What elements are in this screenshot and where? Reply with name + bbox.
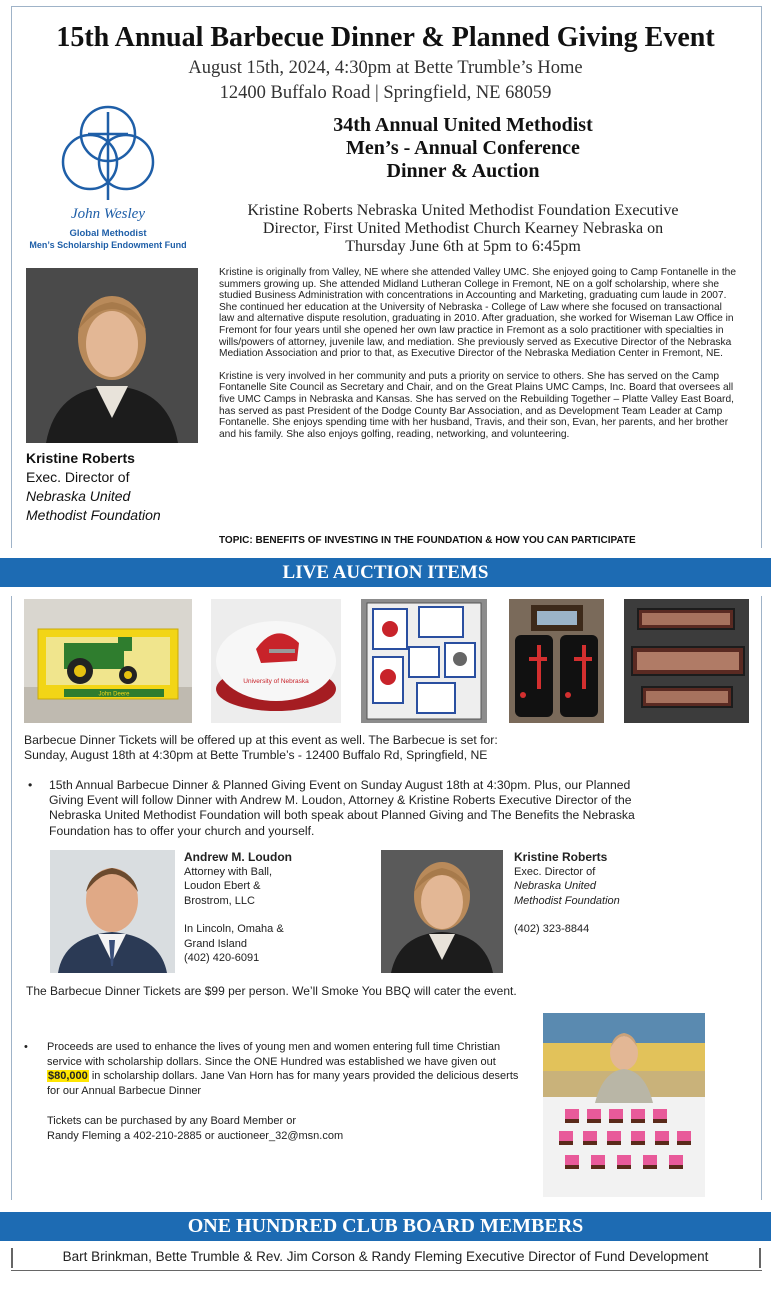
kristine-card-phone: (402) 323-8844 <box>514 923 590 935</box>
bio-paragraph-2: Kristine is very involved in her community and puts a priority on service to others. She has served on the Camp Fontanelle Site Council as Secretary and Chair, and on the Great Plains UMC Camps, Inc. Board that oversees all five UMC Camps in Nebraska and Kansas. She has served on the Rebuilding Together – Platte Valley East Board, has served as past President of the Dodge County Bar Association, and as Development Team Leader at Camp Fontanelle. She enjoys spending time with her husband, Travis, and their son, Evan, her parents, and her brother and his family. She also enjoys golfing, reading, networking, and volunteering. <box>219 370 734 440</box>
conference-title <box>228 114 698 183</box>
kristine-org-line-1: Nebraska United <box>26 488 131 504</box>
tickets-note-line-2: Sunday, August 18th at 4:30pm at Bette Trumble’s - 12400 Buffalo Rd, Springfield, NE <box>24 748 488 762</box>
frame-left-mid <box>11 596 12 1200</box>
kristine-roberts-photo-2 <box>381 850 503 973</box>
auction-item-bible-covers-photo <box>509 599 604 723</box>
proceeds-bullet <box>24 1040 524 1098</box>
page-title: 15th Annual Barbecue Dinner & Planned Giving Event <box>56 22 715 53</box>
proceeds-text <box>47 1040 524 1098</box>
speaker-intro <box>218 202 708 256</box>
andrew-loudon-photo <box>50 850 175 973</box>
tractor-box-text: John Deere <box>98 691 130 698</box>
conference-line-1: 34th Annual United Methodist <box>333 114 593 136</box>
kristine-caption <box>26 449 206 525</box>
kristine-name: Kristine Roberts <box>26 450 135 466</box>
event-bullet <box>28 778 668 839</box>
conference-line-2: Men’s - Annual Conference <box>346 137 580 159</box>
event-address-line: 12400 Buffalo Road | Springfield, NE 68059 <box>219 83 552 103</box>
board-members-banner: ONE HUNDRED CLUB BOARD MEMBERS <box>0 1212 771 1241</box>
andrew-card <box>184 850 364 966</box>
kristine-card <box>514 850 694 937</box>
logo-line-1: Global Methodist <box>69 228 147 239</box>
auction-item-tractor-photo <box>24 599 192 723</box>
logo-line-2: Men’s Scholarship Endowment Fund <box>29 240 187 250</box>
andrew-name: Andrew M. Loudon <box>184 850 292 864</box>
proceeds-before: Proceeds are used to enhance the lives of young men and women entering full time Christian service with scholarship dollars. Since the ONE Hundred was established we have given out <box>47 1041 501 1068</box>
cross-circles-icon <box>28 104 188 204</box>
kristine-roberts-photo <box>26 268 198 443</box>
frame-right-mid <box>761 596 762 1200</box>
andrew-line-3: Brostrom, LLC <box>184 894 255 907</box>
proceeds-after: in scholarship dollars. Jane Van Horn has for many years provided the delicious deserts for our Annual Barbecue Dinner <box>47 1070 519 1097</box>
tickets-note <box>24 733 744 763</box>
speaker-intro-line-1: Kristine Roberts Nebraska United Methodist Foundation Executive <box>247 202 679 219</box>
andrew-line-2: Loudon Ebert & <box>184 880 261 892</box>
purchase-info <box>47 1114 527 1143</box>
kristine-card-line-3: Methodist Foundation <box>514 894 620 907</box>
andrew-phone: (402) 420-6091 <box>184 952 260 964</box>
andrew-line-4: In Lincoln, Omaha & <box>184 923 284 935</box>
frame-bottom <box>11 1270 762 1271</box>
andrew-line-1: Attorney with Ball, <box>184 865 273 878</box>
frame-top <box>11 6 762 7</box>
logo-script-text: John Wesley <box>70 206 145 222</box>
auction-item-pillow-photo <box>211 599 341 723</box>
bullet-icon: • <box>28 778 33 792</box>
purchase-line-1: Tickets can be purchased by any Board Member or <box>47 1115 297 1127</box>
auction-item-cartoon-art-photo <box>361 599 487 723</box>
bio-topic: TOPIC: BENEFITS OF INVESTING IN THE FOUNDATION & HOW YOU CAN PARTICIPATE <box>219 535 636 546</box>
kristine-card-line-1: Exec. Director of <box>514 865 596 878</box>
kristine-card-line-2: Nebraska United <box>514 880 596 892</box>
price-note: The Barbecue Dinner Tickets are $99 per person. We’ll Smoke You BBQ will cater the event. <box>26 984 517 998</box>
board-members-names: Bart Brinkman, Bette Trumble & Rev. Jim Corson & Randy Fleming Executive Director of Fund Development <box>62 1249 709 1264</box>
purchase-line-2: Randy Fleming a 402-210-2885 or auctioneer_32@msn.com <box>47 1129 344 1142</box>
bio-paragraph-1: Kristine is originally from Valley, NE where she attended Valley UMC. She enjoyed going to Camp Fontanelle in the summers growing up. She attended Midland Lutheran College in Fremont, NE on a golf scholarship, where she studied Business Administration with concentrations in Accounting and Marketing, graduating cum laude in 2007. She continued her education at the University of Nebraska - College of Law where she focused on transactional law and alternative dispute resolution, graduating in 2010. After graduation, she worked for Wiseman Law Office in Fremont for four years until she opened her own law practice in Fremont as a solo practitioner with specialties in wills/powers of attorney, juvenile law, and mediation. She previously served as Executive Director of the Nebraska Mediation Association and prior to that, as Executive Director of the Nebraska Mediation Center in Fremont, NE. <box>219 267 736 360</box>
bullet-icon: • <box>24 1041 28 1053</box>
kristine-org-line-2: Methodist Foundation <box>26 507 161 523</box>
speaker-intro-line-3: Thursday June 6th at 5pm to 6:45pm <box>345 238 581 255</box>
speaker-intro-line-2: Director, First United Methodist Church Kearney Nebraska on <box>262 220 664 237</box>
kristine-role: Exec. Director of <box>26 469 130 485</box>
kristine-card-name: Kristine Roberts <box>514 850 608 864</box>
desserts-photo <box>543 1013 705 1197</box>
event-bullet-text: 15th Annual Barbecue Dinner & Planned Giving Event on Sunday August 18th at 4:30pm. Plus, our Planned Giving Event will follow Dinner with Andrew M. Loudon, Attorney & Kristine Roberts Executive Director of the Nebraska United Methodist Foundation will both speak about Planned Giving and The Benefits the Nebraska Foundation has to offer your church and yourself. <box>49 778 635 838</box>
conference-line-3: Dinner & Auction <box>386 160 540 182</box>
john-wesley-logo <box>28 104 188 254</box>
andrew-line-5: Grand Island <box>184 937 247 950</box>
event-date-line: August 15th, 2024, 4:30pm at Bette Trumble’s Home <box>188 58 583 78</box>
kristine-bio <box>219 267 739 451</box>
pillow-text: University of Nebraska <box>243 678 309 685</box>
tickets-note-line-1: Barbecue Dinner Tickets will be offered up at this event as well. The Barbecue is set for: <box>24 733 498 747</box>
live-auction-banner: LIVE AUCTION ITEMS <box>0 558 771 587</box>
scholarship-amount: $80,000 <box>48 1070 88 1082</box>
auction-item-framed-panoramas-photo <box>624 599 749 723</box>
